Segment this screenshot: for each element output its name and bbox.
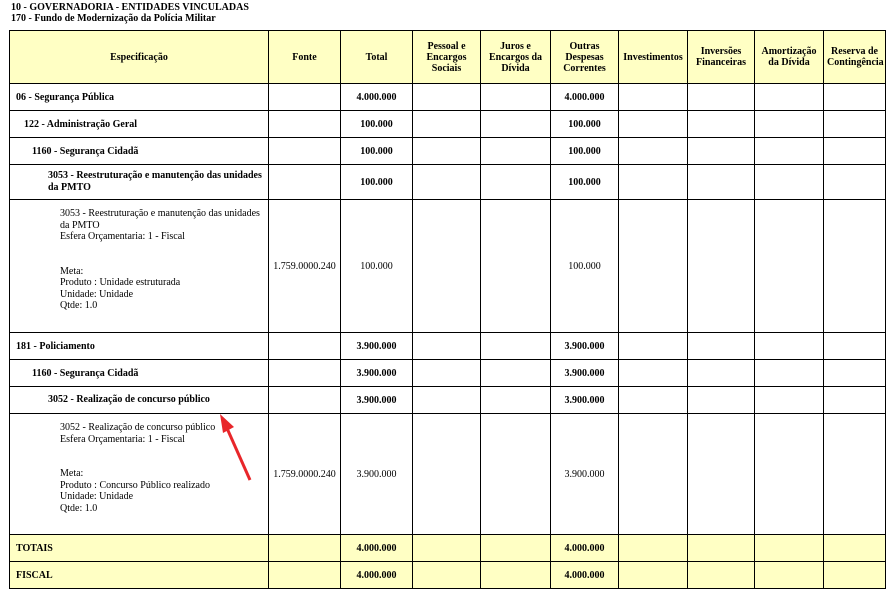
outras-cell: 3.900.000 [551, 360, 619, 387]
col-reserva: Reserva de Contingência [824, 31, 886, 84]
header-line-2: 170 - Fundo de Modernização da Polícia Militar [11, 13, 216, 24]
col-investimentos: Investimentos [619, 31, 688, 84]
total-cell: 4.000.000 [341, 535, 413, 562]
detail-line: 3052 - Realização de concurso público [60, 422, 216, 433]
total-cell: 3.900.000 [341, 414, 413, 535]
detail-line: da PMTO [60, 219, 100, 231]
total-cell: 4.000.000 [341, 84, 413, 111]
col-juros: Juros e Encargos da Dívida [481, 31, 551, 84]
arrow-head [220, 414, 234, 433]
total-cell: 3.900.000 [341, 360, 413, 387]
totals-label: TOTAIS [10, 535, 269, 562]
spec-cell: 3052 - Realização de concurso público [10, 387, 269, 414]
detail-line: 3053 - Reestruturação e manutenção das unidades [60, 208, 260, 219]
total-cell: 3.900.000 [341, 333, 413, 360]
fiscal-label: FISCAL [10, 562, 269, 589]
col-amortizacao: Amortização da Dívida [755, 31, 824, 84]
fonte-cell: 1.759.0000.240 [269, 414, 341, 535]
spec-cell: 06 - Segurança Pública [10, 84, 269, 111]
spec-cell: 122 - Administração Geral [10, 111, 269, 138]
outras-cell: 100.000 [551, 200, 619, 333]
col-outras: Outras Despesas Correntes [551, 31, 619, 84]
col-pessoal: Pessoal e Encargos Sociais [413, 31, 481, 84]
outras-cell: 4.000.000 [551, 84, 619, 111]
outras-cell: 100.000 [551, 111, 619, 138]
total-cell: 4.000.000 [341, 562, 413, 589]
col-inversoes: Inversões Financeiras [688, 31, 755, 84]
col-total: Total [341, 31, 413, 84]
detail-line: Qtde: 1.0 [60, 300, 98, 311]
outras-cell: 3.900.000 [551, 414, 619, 535]
spec-cell: 3053 - Reestruturação e manutenção das unidades da PMTO [10, 165, 269, 200]
header-line-1: 10 - GOVERNADORIA - ENTIDADES VINCULADAS [11, 2, 249, 13]
detail-line: Esfera Orçamentaria: 1 - Fiscal [60, 433, 185, 445]
fonte-cell: 1.759.0000.240 [269, 200, 341, 333]
arrow-shaft [226, 426, 250, 480]
total-cell: 100.000 [341, 138, 413, 165]
detail-line: Produto : Concurso Público realizado [60, 479, 210, 491]
col-fonte: Fonte [269, 31, 341, 84]
detail-line: Produto : Unidade estruturada [60, 277, 181, 288]
total-cell: 100.000 [341, 200, 413, 333]
col-especificacao: Especificação [10, 31, 269, 84]
total-cell: 3.900.000 [341, 387, 413, 414]
outras-cell: 100.000 [551, 138, 619, 165]
total-cell: 100.000 [341, 165, 413, 200]
outras-cell: 4.000.000 [551, 535, 619, 562]
outras-cell: 3.900.000 [551, 333, 619, 360]
spec-cell: 181 - Policiamento [10, 333, 269, 360]
total-cell: 100.000 [341, 111, 413, 138]
detail-line: Meta: [60, 468, 84, 479]
spec-cell: 1160 - Segurança Cidadã [10, 138, 269, 165]
detail-line: Qtde: 1.0 [60, 502, 98, 514]
outras-cell: 4.000.000 [551, 562, 619, 589]
outras-cell: 3.900.000 [551, 387, 619, 414]
detail-line: Unidade: Unidade [60, 288, 134, 300]
spec-cell: 1160 - Segurança Cidadã [10, 360, 269, 387]
detail-line: Unidade: Unidade [60, 491, 134, 502]
detail-line: Meta: [60, 265, 84, 277]
outras-cell: 100.000 [551, 165, 619, 200]
detail-line: Esfera Orçamentaria: 1 - Fiscal [60, 231, 185, 242]
